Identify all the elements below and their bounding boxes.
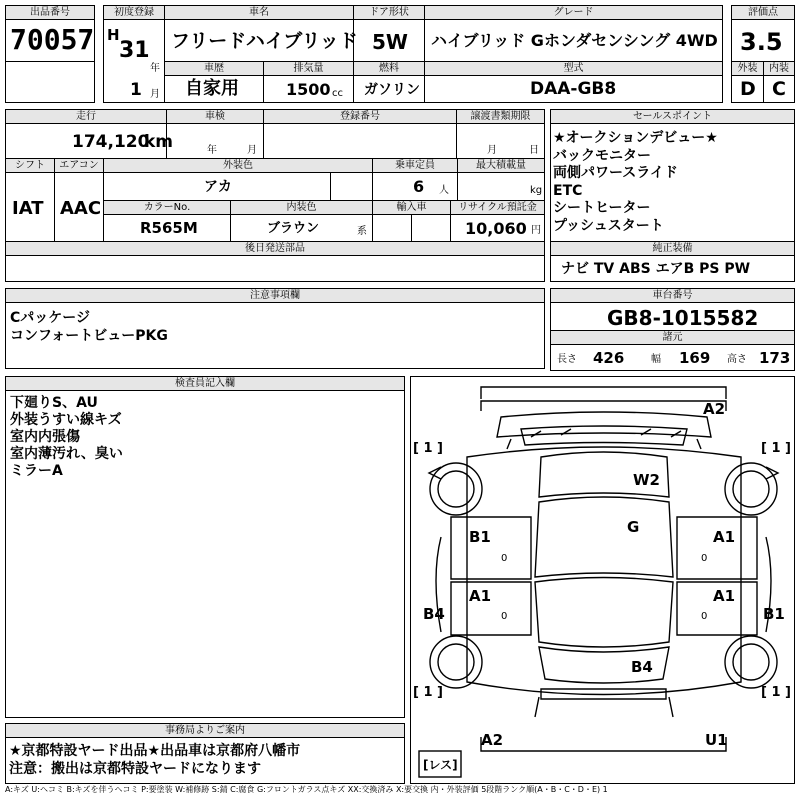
inspection-month-unit: 月 [247, 145, 257, 156]
inspection-cell [166, 123, 264, 159]
chassis-number: GB8-1015582 [607, 306, 759, 330]
mark-a1-right-lower: A1 [713, 587, 736, 605]
year-unit: 年 [150, 63, 160, 74]
interior-grade-cell [763, 75, 795, 103]
mark-a2-top: A2 [703, 400, 726, 418]
shift-header: シフト [5, 158, 55, 173]
exterior-color-header: 外装色 [103, 158, 373, 173]
max-load-header: 最大積載量 [457, 158, 545, 173]
mileage-cell [5, 123, 174, 159]
interior-color: ブラウン [267, 221, 320, 236]
aircon-cell [54, 172, 104, 242]
exterior-header: 外装 [731, 61, 764, 76]
lot-number: 70057 [10, 23, 95, 56]
length-label: 長さ [557, 354, 577, 365]
interior-header: 内装 [763, 61, 795, 76]
rating: 3.5 [740, 28, 783, 56]
load-unit: kg [530, 185, 543, 196]
notes-header: 注意事項欄 [5, 288, 545, 303]
grade-header: グレード [424, 5, 723, 20]
aircon-header: エアコン [54, 158, 104, 173]
color-divider [330, 172, 331, 201]
inspector-text: 下廻りS、AU 外装うすい線キズ 室内内張傷 室内薄汚れ、臭い ミラーA [10, 395, 123, 479]
color-number-cell [103, 214, 231, 242]
notes-cell [5, 302, 545, 369]
exterior-color-cell [103, 172, 373, 201]
displacement: 1500 [286, 80, 331, 99]
grade-cell [424, 19, 723, 62]
equipment-cell [550, 255, 795, 282]
mark-a2-bottom: A2 [481, 731, 504, 749]
tire-rear-right: [ 1 ] [761, 685, 791, 700]
sales-points-header: セールスポイント [550, 109, 795, 124]
office-notice-cell [5, 737, 405, 784]
interior-grade: C [772, 78, 786, 100]
max-load-cell [457, 172, 545, 201]
capacity-cell [372, 172, 458, 201]
mileage-header: 走行 [5, 109, 167, 124]
height-label: 高さ [727, 354, 747, 365]
registration-month: 1 [130, 80, 142, 100]
grade: ハイブリッド Gホンダセンシング 4WD [431, 31, 718, 50]
tire-rear-left: [ 1 ] [413, 685, 443, 700]
transfer-deadline-cell [456, 123, 545, 159]
tire-front-right: [ 1 ] [761, 441, 791, 456]
exterior-grade: D [740, 78, 756, 100]
width: 169 [679, 349, 711, 367]
first-registration-header: 初度登録 [103, 5, 165, 20]
mark-a1-left: A1 [469, 587, 492, 605]
import-header: 輸入車 [372, 200, 451, 215]
lot-number-header: 出品番号 [5, 5, 95, 20]
interior-color-cell [230, 214, 373, 242]
recycle-amount: 10,060 [465, 219, 527, 238]
registration-number-cell [263, 123, 457, 159]
lot-number-cell [5, 19, 95, 62]
office-notice-text: ★京都特設ヤード出品★出品車は京都府八幡市 注意：搬出は京都特設ヤードになります [9, 743, 301, 777]
rating-cell [731, 19, 795, 62]
fuel-cell [353, 75, 425, 103]
recycle-unit: 円 [531, 225, 541, 236]
inspection-year-unit: 年 [207, 145, 217, 156]
width-label: 幅 [651, 354, 661, 365]
inspection-header: 車検 [166, 109, 264, 124]
interior-color-header: 内装色 [230, 200, 373, 215]
displacement-header: 排気量 [263, 61, 354, 76]
car-name-header: 車名 [164, 5, 354, 20]
mileage: 174,120 [72, 132, 150, 152]
import-divider [411, 214, 412, 242]
mark-a1-right-upper: A1 [713, 528, 736, 546]
interior-color-unit: 系 [357, 226, 367, 237]
chassis-number-header: 車台番号 [550, 288, 795, 303]
length: 426 [593, 349, 625, 367]
chassis-number-cell [550, 302, 795, 331]
inspector-cell [5, 390, 405, 718]
shift: IAT [12, 198, 44, 219]
mark-b1-right: B1 [763, 605, 785, 623]
zero-mark-1: 0 [501, 553, 508, 564]
recycle-header: リサイクル預託金 [450, 200, 545, 215]
exterior-grade-cell [731, 75, 764, 103]
first-registration-cell [103, 19, 165, 103]
door-header: ドア形状 [353, 5, 425, 20]
registration-number-header: 登録番号 [263, 109, 457, 124]
mark-g: G [627, 518, 640, 536]
mark-w2: W2 [633, 471, 660, 489]
color-number: R565M [140, 219, 198, 237]
transfer-day-unit: 日 [529, 145, 539, 156]
car-outline [411, 377, 796, 785]
dimensions-header: 諸元 [550, 330, 795, 345]
notes-text: Cパッケージ コンフォートビューPKG [10, 310, 168, 344]
aircon: AAC [60, 198, 102, 219]
month-unit: 月 [150, 89, 160, 100]
height: 173 [759, 349, 791, 367]
car-diagram [410, 376, 795, 784]
history-cell [164, 75, 264, 103]
mark-u1-bottom: U1 [705, 731, 728, 749]
capacity: 6 [413, 177, 425, 196]
capacity-unit: 人 [439, 185, 449, 196]
registration-year: 31 [119, 38, 150, 63]
era-letter: H [107, 26, 120, 44]
displacement-cell [263, 75, 354, 103]
displacement-unit: cc [332, 88, 343, 99]
later-parts-header: 後日発送部品 [5, 241, 545, 256]
car-name-cell [164, 19, 358, 62]
equipment-items: ナビ TV ABS エアB PS PW [561, 261, 751, 277]
later-parts-cell [5, 255, 545, 282]
equipment-header: 純正装備 [550, 241, 795, 256]
inspector-header: 検査員記入欄 [5, 376, 405, 391]
model-header: 型式 [424, 61, 723, 76]
recycle-cell [450, 214, 545, 242]
sales-points-text: ★オークションデビュー★ バックモニター 両側パワースライド ETC シートヒーター プッシュスタート [553, 130, 718, 234]
shift-cell [5, 172, 55, 242]
office-notice-header: 事務局よりご案内 [5, 723, 405, 738]
spare-tire: [レス] [423, 758, 458, 772]
dimensions-cell [550, 344, 795, 371]
car-name: フリードハイブリッド [171, 30, 358, 52]
exterior-color: アカ [204, 179, 232, 195]
transfer-deadline-header: 譲渡書類期限 [456, 109, 545, 124]
history-header: 車歴 [164, 61, 264, 76]
mark-b1-left: B1 [469, 528, 491, 546]
color-number-header: カラーNo. [103, 200, 231, 215]
sales-points-cell [550, 123, 795, 242]
zero-mark-2: 0 [701, 553, 708, 564]
mark-b4-rear: B4 [631, 658, 653, 676]
zero-mark-4: 0 [701, 611, 708, 622]
door-type: 5W [372, 30, 408, 54]
fuel-header: 燃料 [353, 61, 425, 76]
lot-blank-cell [5, 61, 95, 103]
mark-b4-left: B4 [423, 605, 445, 623]
import-cell [372, 214, 451, 242]
door-cell [353, 19, 425, 62]
capacity-header: 乗車定員 [372, 158, 458, 173]
zero-mark-3: 0 [501, 611, 508, 622]
mileage-unit: km [144, 132, 174, 152]
legend-text: A:キズ U:ヘコミ B:キズを伴うヘコミ P:要塗装 W:補修跡 S:錆 C:腐食 G:フロントガラス点キズ XX:交換済み X:要交換 内・外装評価 5段階ランク順(A・B・C・D・E) 1 [5, 785, 608, 794]
fuel: ガソリン [364, 82, 420, 98]
transfer-month-unit: 月 [487, 145, 497, 156]
rating-header: 評価点 [731, 5, 795, 20]
model-cell [424, 75, 723, 103]
model: DAA-GB8 [530, 79, 617, 99]
tire-front-left: [ 1 ] [413, 441, 443, 456]
history: 自家用 [185, 78, 239, 99]
